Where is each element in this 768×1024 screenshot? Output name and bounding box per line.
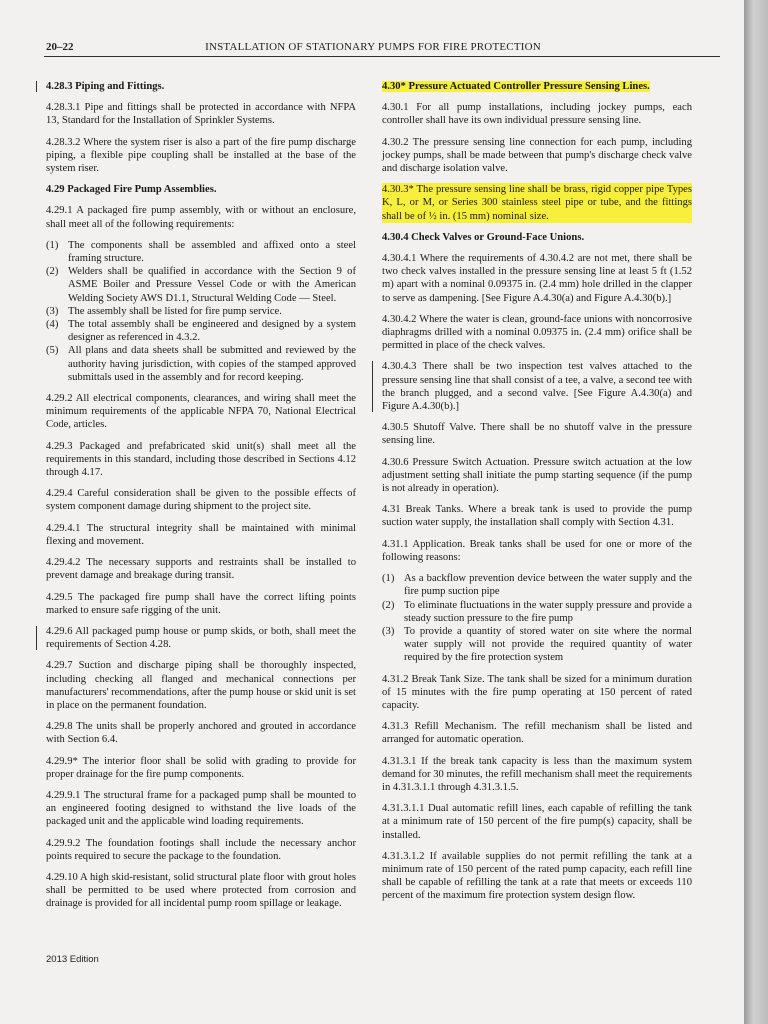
section-4-28-3-1: 4.28.3.1 Pipe and fittings shall be protected in accordance with NFPA 13, Standard for the Installation of Sprinkler Systems. [46,102,356,127]
list-item: (2) Welders shall be qualified in accordance with the Section 9 of ASME Boiler and Pressure Vessel Code or with the American Welding Society AWS D1.1, Structural Welding Code — Steel. [46,266,356,304]
section-4-31: 4.31 Break Tanks. Where a break tank is used to provide the pump suction water supply, the installation shall comply with Section 4.31. [382,504,692,529]
section-4-30-4-2: 4.30.4.2 Where the water is clean, ground-face unions with noncorrosive diaphragms drilled with a nominal 0.09375 in. (2.4 mm) orifice shall be permitted in place of the check valves. [382,313,692,352]
section-4-30-6: 4.30.6 Pressure Switch Actuation. Pressure switch actuation at the low adjustment setting shall initiate the pump starting sequence (if the pump is not already in operation). [382,456,692,495]
header-rule [44,56,720,57]
section-4-29-9-1: 4.29.9.1 The structural frame for a packaged pump shall be mounted to an engineered footing designed to withstand the live loads of the packaged unit and the applicable wind loading requirements. [46,789,356,828]
section-4-30-4: 4.30.4 Check Valves or Ground-Face Unions. [382,231,585,243]
section-4-29-5: 4.29.5 The packaged fire pump shall have the correct lifting points marked to ensure safe rigging of the unit. [46,591,356,616]
section-4-29-9: 4.29.9* The interior floor shall be solid with grading to provide for proper drainage for the fire pump components. [46,755,356,780]
section-4-29-2: 4.29.2 All electrical components, clearances, and wiring shall meet the minimum requirements of the applicable NFPA 70, National Electrical Code, articles. [46,393,356,431]
reasons-list-4-31-1 [382,572,692,664]
section-4-31-2: 4.31.2 Break Tank Size. The tank shall be sized for a minimum duration of 15 minutes with the fire pump operating at 150 percent of rated capacity. [382,673,692,711]
section-4-29-6: 4.29.6 All packaged pump house or pump skids, or both, shall meet the requirements of Section 4.28. [46,625,356,651]
list-item: (2) To eliminate fluctuations in the water supply pressure and provide a steady suction pressure to the fire pump [382,599,692,624]
section-4-31-3-1-2: 4.31.3.1.2 If available supplies do not permit refilling the tank at a minimum rate of 150 percent of the rated pump capacity, each refill line shall be capable of refilling the tank at a rate that meets or exceeds 110 percent of the maximum fire protection system design flow. [382,850,692,902]
section-4-28-3: 4.28.3 Piping and Fittings. [46,80,356,93]
right-column [382,80,692,911]
page-edge [744,0,768,1024]
list-item: (1) As a backflow prevention device between the water supply and the fire pump suction pipe [382,573,692,598]
section-4-31-3-1: 4.31.3.1 If the break tank capacity is less than the maximum system demand for 30 minutes, the refill mechanism shall meet the requirements in 4.31.3.1.1 through 4.31.3.1.5. [382,755,692,793]
section-4-30-4-1: 4.30.4.1 Where the requirements of 4.30.4.2 are not met, there shall be two check valves installed in the pressure sensing line at least 5 ft (1.52 m) apart with a nominal 0.09375 in. (2.4 mm) hole drilled in the clapper to serve as dampening. [See Figure A.4.30(a) and Figure A.4.30(b).] [382,253,692,304]
section-4-29-9-2: 4.29.9.2 The foundation footings shall include the necessary anchor points required to secure the package to the foundation. [46,837,356,862]
list-item: (3) The assembly shall be listed for fire pump service. [46,305,282,317]
section-4-29-3: 4.29.3 Packaged and prefabricated skid unit(s) shall meet all the requirements in this standard, including those described in Sections 4.12 through 4.17. [46,440,356,479]
page-number: 20–22 [46,41,74,53]
list-item: (1) The components shall be assembled and affixed onto a steel framing structure. [46,239,356,265]
section-4-29-4-1: 4.29.4.1 The structural integrity shall be maintained with minimal flexing and movement. [46,522,356,547]
section-4-28-3-2: 4.28.3.2 Where the system riser is also a part of the fire pump discharge piping, a flexible pipe coupling shall be installed at the base of the system riser. [46,136,356,175]
section-4-29-4: 4.29.4 Careful consideration shall be given to the possible effects of system component damage during shipment to the project site. [46,488,356,513]
section-4-29-4-2: 4.29.4.2 The necessary supports and restraints shall be installed to prevent damage and breakage during transit. [46,557,356,582]
highlighted-heading: 4.30* Pressure Actuated Controller Pressure Sensing Lines. [382,81,650,92]
running-title: INSTALLATION OF STATIONARY PUMPS FOR FIRE PROTECTION [205,41,541,53]
section-4-31-3-1-1: 4.31.3.1.1 Dual automatic refill lines, each capable of refilling the tank at a minimum rate of 150 percent of the fire pump(s) capacity, shall be installed. [382,803,692,841]
list-item: (3) To provide a quantity of stored water on site where the normal water supply will not provide the required quantity of water required by the fire protection system [382,625,692,664]
section-4-29-8: 4.29.8 The units shall be properly anchored and grouted in accordance with Section 6.4. [46,721,356,746]
section-4-30 [382,80,692,93]
section-4-30-4-3: 4.30.4.3 There shall be two inspection test valves attached to the pressure sensing line that shall consist of a tee, a valve, a second tee with the branch plugged, and a second valve. [See Figure A.4.30(a) and Figure A.4.30(b).] [382,361,692,413]
requirements-list-4-29-1 [46,239,356,384]
page-header [28,40,718,54]
section-4-30-3-highlighted: 4.30.3* The pressure sensing line shall be brass, rigid copper pipe Types K, L, or M, or Series 300 stainless steel pipe or tube, and the fittings shall be of ½ in. (15 mm) nominal size. [382,184,692,222]
left-column [46,80,356,919]
section-4-29-1: 4.29.1 A packaged fire pump assembly, with or without an enclosure, shall meet all of the following requirements: [46,205,356,230]
section-4-31-3: 4.31.3 Refill Mechanism. The refill mechanism shall be listed and arranged for automatic operation. [382,721,692,746]
section-4-29-7: 4.29.7 Suction and discharge piping shall be thoroughly inspected, including checking all flanged and mechanical connections per manufacturers' recommendations, after the pump house or skid unit is set in place on the permanent foundation. [46,660,356,711]
section-4-29-10: 4.29.10 A high skid-resistant, solid structural plate floor with grout holes shall be permitted to be used where protected from corrosion and drainage is provided for all incidental pump room spillage or leakage. [46,871,356,910]
section-4-29: 4.29 Packaged Fire Pump Assemblies. [46,184,217,196]
section-4-30-1: 4.30.1 For all pump installations, including jockey pumps, each controller shall have its own individual pressure sensing line. [382,102,692,127]
section-4-30-5: 4.30.5 Shutoff Valve. There shall be no shutoff valve in the pressure sensing line. [382,422,692,447]
section-4-31-1: 4.31.1 Application. Break tanks shall be used for one or more of the following reasons: [382,538,692,563]
section-4-30-2: 4.30.2 The pressure sensing line connection for each pump, including jockey pumps, shall be made between that pump's discharge check valve and discharge isolation valve. [382,136,692,175]
edition-footer: 2013 Edition [46,954,99,965]
list-item: (4) The total assembly shall be engineered and designed by a system designer as referenced in 4.3.2. [46,319,356,344]
list-item: (5) All plans and data sheets shall be submitted and reviewed by the authority having jurisdiction, with copies of the stamped approved submittals used in the assembly and for record keeping. [46,345,356,383]
